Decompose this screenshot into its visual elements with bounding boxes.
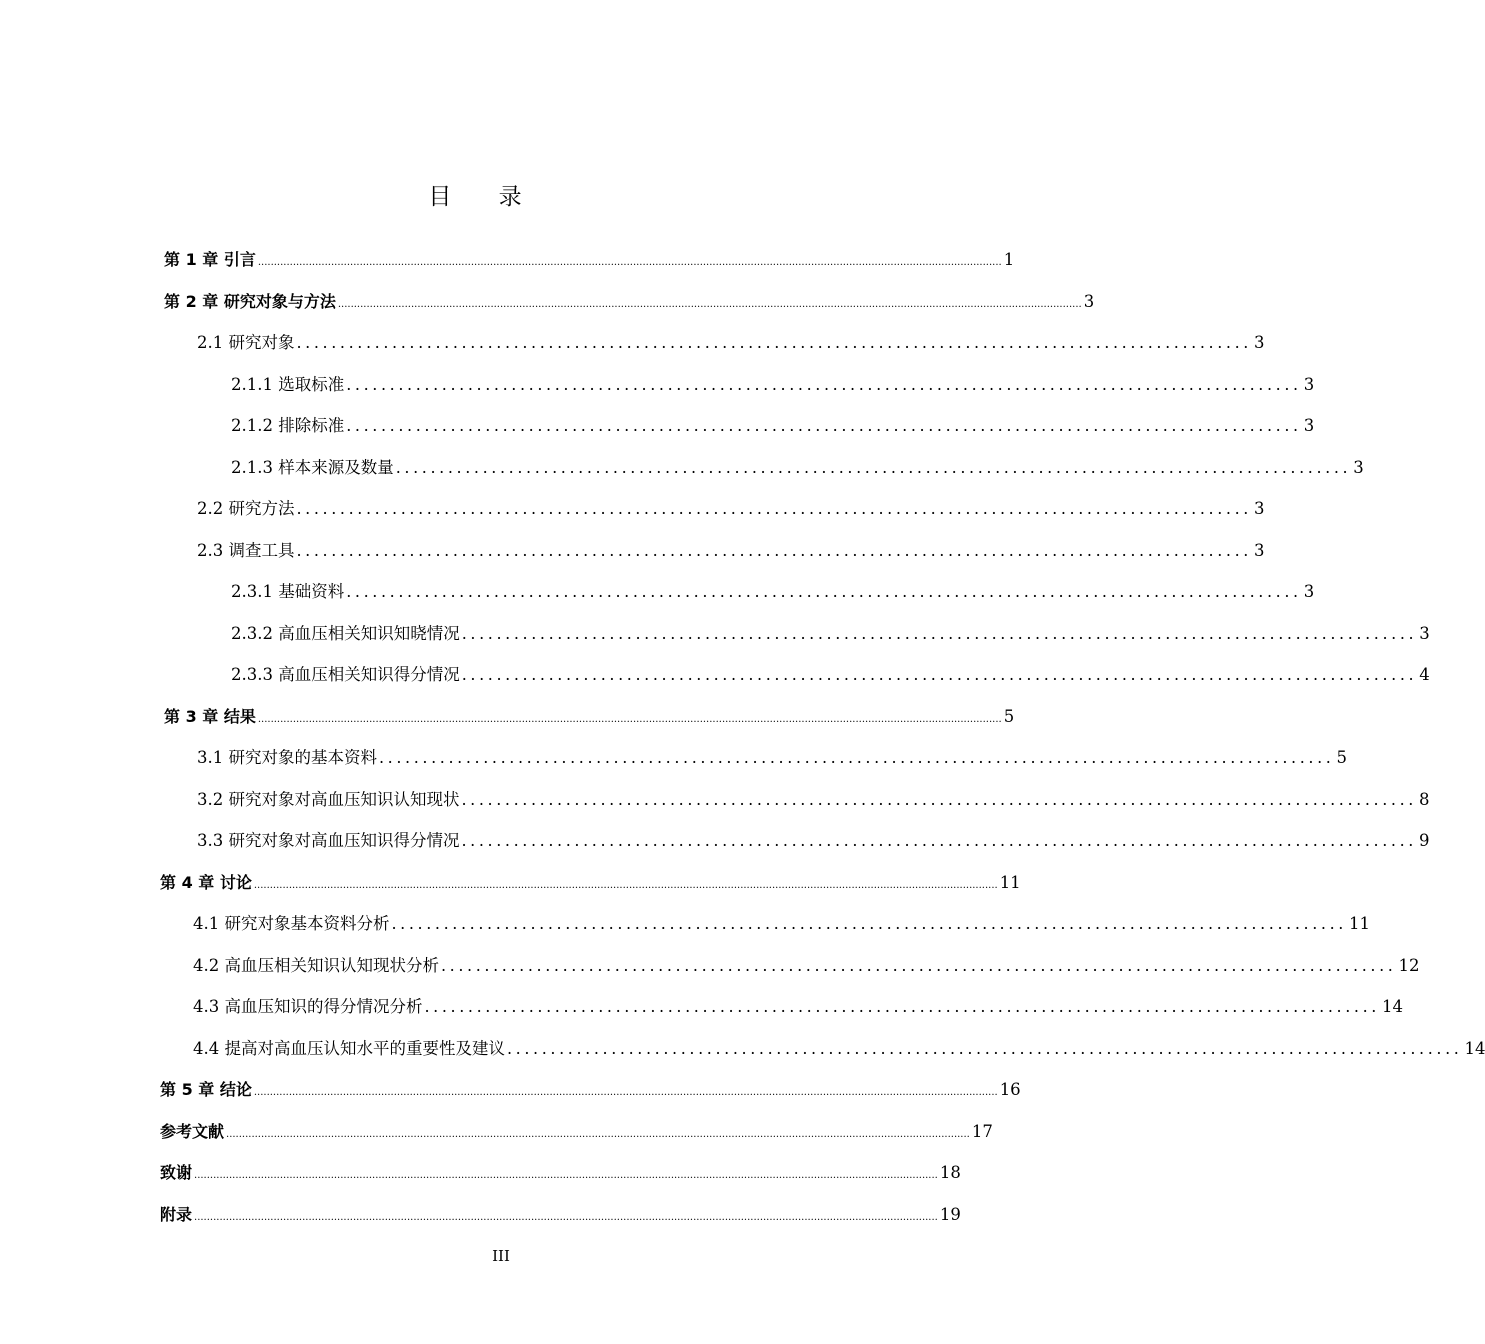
toc-entry-page: 17 [971,1122,993,1141]
toc-entry-section[interactable] [193,912,1370,936]
toc-entry-page: 3 [1303,375,1315,394]
toc-entry-label: 参考文献 [160,1122,225,1141]
toc-entry-label: 第 2 章 研究对象与方法 [164,292,336,311]
dot-leader: .......................................................................................................................................................................................................................................... [253,880,998,891]
toc-entry-page: 3 [1253,499,1265,518]
toc-entry-page: 5 [1336,748,1347,767]
dot-leader: .............................................................................................................. [424,997,1380,1016]
toc-entry-page: 18 [939,1163,961,1182]
dot-leader: .............................................................................................................. [395,458,1352,477]
dot-leader: .......................................................................................................................................................................................................................................... [253,1087,998,1098]
toc-entry-page: 14 [1381,997,1403,1016]
toc-entry-page: 14 [1464,1039,1485,1058]
toc-entry-page: 5 [1003,707,1015,726]
dot-leader: .............................................................................................................. [461,665,1418,684]
toc-entry-references[interactable] [160,1120,993,1144]
dot-leader: .......................................................................................................................................................................................................................................... [257,257,1002,268]
dot-leader: .............................................................................................................. [507,1039,1463,1058]
toc-entry-label: 3.3 研究对象对高血压知识得分情况 [197,831,460,850]
toc-entry-appendix[interactable] [160,1203,961,1227]
toc-entry-page: 9 [1418,831,1430,850]
dot-leader: .............................................................................................................. [461,831,1417,850]
toc-entry-label: 2.1.2 排除标准 [231,416,345,435]
dot-leader: .............................................................................................................. [379,748,1335,767]
toc-entry-label: 3.1 研究对象的基本资料 [197,748,377,767]
dot-leader: .............................................................................................................. [461,624,1418,643]
toc-entry-label: 4.3 高血压知识的得分情况分析 [193,997,423,1016]
toc-entry-page: 3 [1253,541,1265,560]
toc-entry-label: 第 4 章 讨论 [160,873,252,892]
toc-entry-page: 3 [1303,582,1315,601]
toc-entry-label: 3.2 研究对象对高血压知识认知现状 [197,790,460,809]
toc-entry-page: 11 [999,873,1021,892]
dot-leader: .......................................................................................................................................................................................................................................... [257,714,1002,725]
toc-entry-section[interactable] [197,539,1265,563]
dot-leader: .............................................................................................................. [296,541,1252,560]
toc-entry-page: 3 [1353,458,1364,477]
dot-leader: .............................................................................................................. [391,914,1347,933]
toc-entry-label: 2.2 研究方法 [197,499,295,518]
toc-entry-subsection[interactable] [231,456,1364,480]
toc-entry-subsection[interactable] [231,414,1315,438]
toc-entry-page: 11 [1348,914,1370,933]
dot-leader: .............................................................................................................. [441,956,1397,975]
dot-leader: .............................................................................................................. [346,375,1302,394]
toc-entry-label: 4.1 研究对象基本资料分析 [193,914,390,933]
toc-entry-label: 致谢 [160,1163,193,1182]
toc-entry-subsection[interactable] [231,580,1315,604]
toc-entry-page: 8 [1418,790,1430,809]
toc-entry-page: 1 [1003,250,1015,269]
toc-entry-label: 附录 [160,1205,193,1224]
toc-entry-chapter-5[interactable] [160,1078,1021,1102]
dot-leader: .............................................................................................................. [296,499,1252,518]
toc-entry-chapter-2[interactable] [164,290,1095,314]
toc-entry-subsection[interactable] [231,663,1430,687]
toc-entry-section[interactable] [193,995,1403,1019]
toc-entry-label: 2.1.3 样本来源及数量 [231,458,394,477]
toc-entry-subsection[interactable] [231,622,1430,646]
toc-entry-label: 2.3.3 高血压相关知识得分情况 [231,665,460,684]
toc-entry-chapter-4[interactable] [160,871,1021,895]
footer-page-number: III [492,1247,510,1265]
dot-leader: .............................................................................................................. [346,416,1302,435]
page-title: 目 录 [428,184,542,210]
dot-leader: .......................................................................................................................................................................................................................................... [337,299,1082,310]
toc-entry-page: 16 [999,1080,1021,1099]
toc-entry-label: 2.1.1 选取标准 [231,375,345,394]
toc-entry-page: 3 [1303,416,1315,435]
toc-entry-label: 4.4 提高对高血压认知水平的重要性及建议 [193,1039,505,1058]
toc-entry-page: 3 [1253,333,1265,352]
toc-entry-label: 4.2 高血压相关知识认知现状分析 [193,956,439,975]
toc-entry-label: 2.1 研究对象 [197,333,295,352]
toc-entry-label: 第 3 章 结果 [164,707,256,726]
dot-leader: .............................................................................................................. [461,790,1417,809]
dot-leader: .......................................................................................................................................................................................................................................... [194,1170,938,1181]
toc-entry-label: 第 5 章 结论 [160,1080,252,1099]
toc-entry-section[interactable] [197,788,1430,812]
toc-entry-section[interactable] [197,331,1265,355]
dot-leader: .............................................................................................................. [296,333,1252,352]
toc-entry-page: 3 [1083,292,1095,311]
toc-entry-section[interactable] [197,829,1430,853]
toc-entry-section[interactable] [197,497,1265,521]
dot-leader: .......................................................................................................................................................................................................................................... [226,1129,970,1140]
toc-entry-label: 2.3.1 基础资料 [231,582,345,601]
toc-entry-label: 2.3 调查工具 [197,541,295,560]
toc-entry-section[interactable] [197,746,1347,770]
toc-entry-page: 4 [1419,665,1430,684]
toc-entry-acknowledgements[interactable] [160,1161,961,1185]
dot-leader: .............................................................................................................. [346,582,1302,601]
toc-entry-section[interactable] [193,1037,1485,1061]
toc-entry-subsection[interactable] [231,373,1315,397]
toc-entry-chapter-3[interactable] [164,705,1015,729]
toc-entry-page: 12 [1398,956,1420,975]
toc-entry-section[interactable] [193,954,1420,978]
toc-entry-label: 2.3.2 高血压相关知识知晓情况 [231,624,460,643]
toc-entry-label: 第 1 章 引言 [164,250,256,269]
toc-entry-page: 3 [1419,624,1430,643]
dot-leader: .......................................................................................................................................................................................................................................... [194,1212,938,1223]
toc-entry-chapter-1[interactable] [164,248,1015,272]
toc-entry-page: 19 [939,1205,961,1224]
